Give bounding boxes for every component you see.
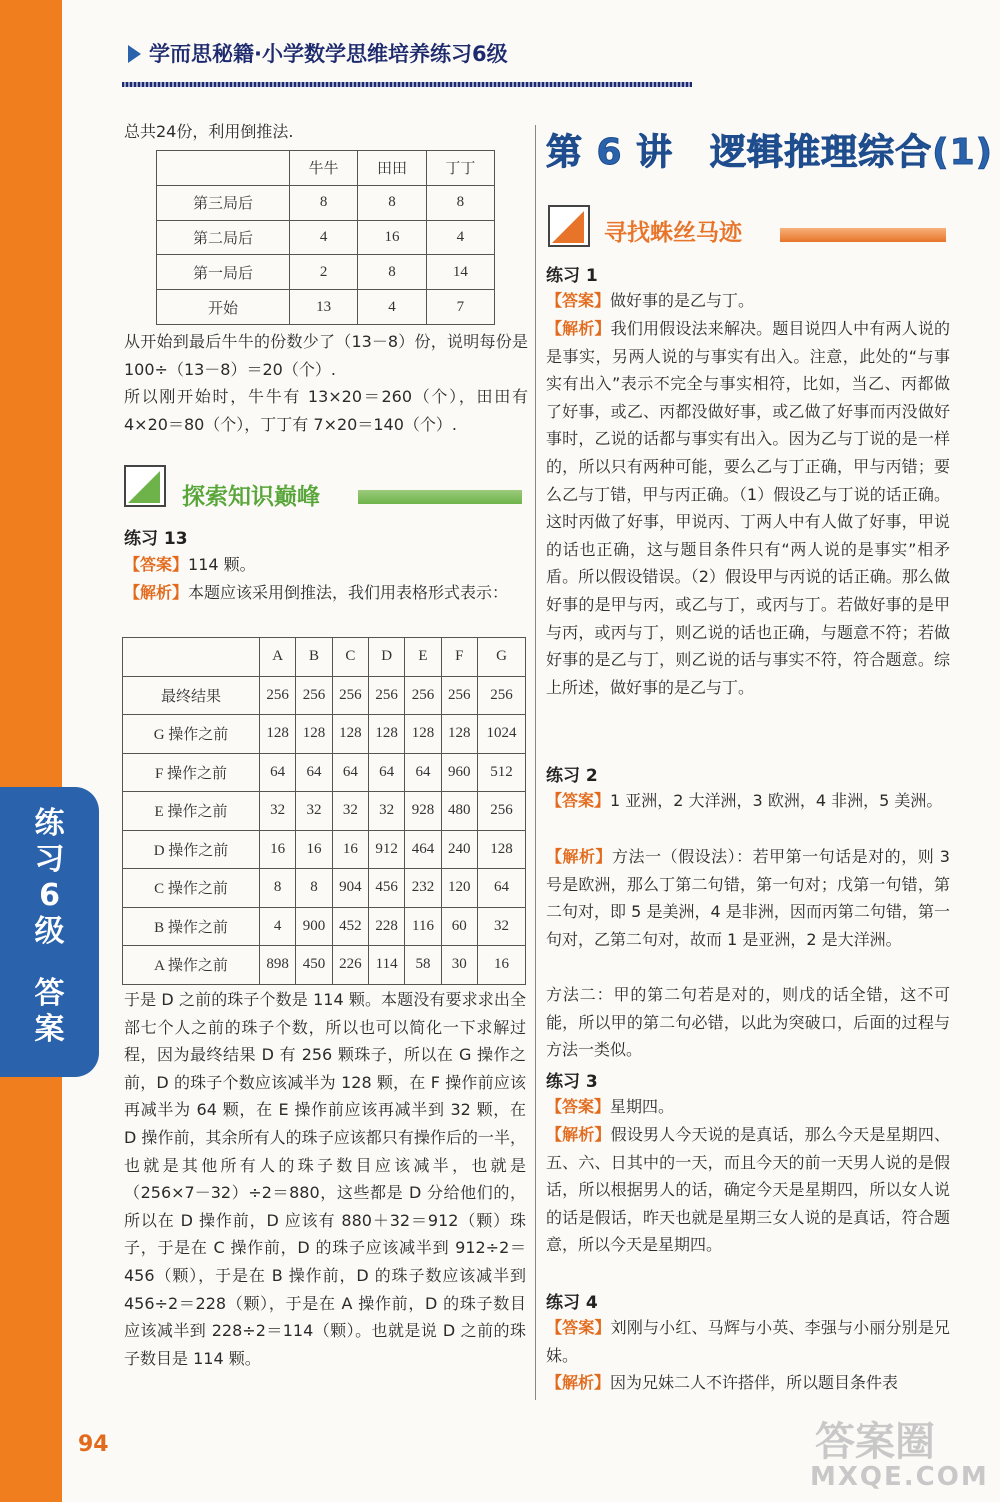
table-cell: 8 (358, 185, 426, 220)
table-cell: 第二局后 (157, 220, 290, 255)
table-cell: 232 (405, 869, 441, 908)
analysis-tag: 【解析】 (124, 583, 189, 602)
answer-text: 114 颗。 (188, 555, 256, 574)
left-intro: 总共24份，利用倒推法. (124, 122, 294, 141)
table-cell: 4 (260, 907, 296, 946)
section-icon (124, 465, 166, 507)
table-cell: 120 (441, 869, 477, 908)
table-cell: 450 (296, 946, 332, 985)
table-cell: 464 (405, 830, 441, 869)
analysis-tag: 【解析】 (546, 1125, 611, 1144)
table-cell: 16 (358, 220, 426, 255)
answer-text: 做好事的是乙与丁。 (610, 291, 755, 310)
table-row (123, 946, 526, 985)
table-cell: F 操作之前 (123, 753, 260, 792)
table-cell: 900 (296, 907, 332, 946)
table-cell: 256 (477, 792, 525, 831)
table-cell: 8 (260, 869, 296, 908)
header-title: 学而思秘籍·小学数学思维培养练习6级 (149, 42, 508, 66)
table-cell: E 操作之前 (123, 792, 260, 831)
table-cell: 13 (290, 290, 358, 325)
table-header-cell: 丁丁 (426, 151, 494, 186)
left-paragraph-1: 从开始到最后牛牛的份数少了（13－8）份，说明每份是 100÷（13－8）＝20（个）. (124, 332, 528, 379)
table-cell: 30 (441, 946, 477, 985)
table-cell: 14 (426, 255, 494, 290)
watermark-url: MXQE.COM (810, 1462, 989, 1492)
table-header-cell: E (405, 638, 441, 677)
table-cell: 114 (368, 946, 404, 985)
table-cell: 240 (441, 830, 477, 869)
table-cell: 32 (368, 792, 404, 831)
table-row (157, 185, 495, 220)
table-cell: 8 (358, 255, 426, 290)
table-cell: 4 (426, 220, 494, 255)
table-cell: 128 (368, 715, 404, 754)
table-cell: 116 (405, 907, 441, 946)
analysis-tag: 【解析】 (546, 319, 611, 338)
exercise-13-answer (124, 551, 528, 579)
table-cell: 128 (405, 715, 441, 754)
left-paragraph-2: 所以刚开始时，牛牛有 13×20＝260（个），田田有 4×20＝80（个），丁丁有 7×20＝140（个）. (124, 387, 528, 434)
section-icon (548, 205, 590, 247)
table-cell: 512 (477, 753, 525, 792)
table-cell: 64 (368, 753, 404, 792)
analysis-tag: 【解析】 (546, 847, 613, 866)
table-cell: 最终结果 (123, 676, 260, 715)
table-cell: 256 (260, 676, 296, 715)
side-tab-char: 习 (34, 842, 65, 877)
exercise-3-analysis (546, 1121, 950, 1259)
table-header-row (123, 638, 526, 677)
table-cell: 928 (405, 792, 441, 831)
table-cell: C 操作之前 (123, 869, 260, 908)
side-tab-char: 级 (34, 914, 65, 949)
side-tab-char: 答 (34, 976, 65, 1011)
table-cell: 256 (441, 676, 477, 715)
section-title-explore: 探索知识巅峰 (182, 484, 320, 510)
exercise-2-answer (546, 787, 950, 815)
section-bar (780, 228, 946, 242)
exercise-3-answer (546, 1093, 950, 1121)
answer-tag: 【答案】 (546, 791, 611, 810)
table-cell: 912 (368, 830, 404, 869)
table-row (157, 290, 495, 325)
left-paragraph-3: 于是 D 之前的珠子个数是 114 颗。本题没有要求求出全部七个人之前的珠子个数，所以也可以简化一下求解过程，因为最终结果 D 有 256 颗珠子，所以在 G 操作之前，D 的珠子个数应该减半为 128 颗，在 F 操作前应该再减半为 64 颗，在 E 操作前应该再减半到 32 颗，在 D 操作前，其余所有人的珠子应该都只有操作后的一半，也就是其他所有人的珠子数目应该减半，也就是（256×7－32）÷2＝880，这些都是 D 分给他们的，所以在 D 操作前，D 应该有 880＋32＝912（颗）珠子，于是在 C 操作前，D 的珠子应该减半到 912÷2＝456（颗），于是在 B 操作前，D 的珠子数应该减半到 456÷2＝228（颗），于是在 A 操作前，D 的珠子数目应该减半到 228÷2＝114（颗）。也就是说 D 之前的珠子数目是 114 颗。 (124, 990, 526, 1368)
table-header-cell (123, 638, 260, 677)
table-cell: 58 (405, 946, 441, 985)
table-cell: 60 (441, 907, 477, 946)
play-arrow-icon (128, 45, 141, 63)
table-cell: 64 (477, 869, 525, 908)
table-row (123, 830, 526, 869)
header-rule (122, 82, 692, 87)
table-cell: G 操作之前 (123, 715, 260, 754)
answer-text: 刘刚与小红、马辉与小英、李强与小丽分别是兄妹。 (546, 1318, 950, 1365)
analysis-text: 假设男人今天说的是真话，那么今天是星期四、五、六、日其中的一天，而且今天的前一天男人说的是假话，所以根据男人的话，确定今天是星期四，所以女人说的话是假话，昨天也就是星期三女人说的是真话，符合题意，所以今天是星期四。 (546, 1125, 950, 1255)
table-cell: A 操作之前 (123, 946, 260, 985)
table-row (123, 753, 526, 792)
table-cell: 2 (290, 255, 358, 290)
table-cell: 128 (296, 715, 332, 754)
exercise-13-analysis (124, 579, 528, 607)
table-row (123, 715, 526, 754)
exercise-1-analysis (546, 315, 950, 701)
table-header-cell: 牛牛 (290, 151, 358, 186)
table-row (123, 676, 526, 715)
page-number: 94 (78, 1432, 109, 1457)
score-table (156, 150, 495, 325)
table-cell: 128 (332, 715, 368, 754)
answer-tag: 【答案】 (546, 1097, 611, 1116)
side-tab-char: 练 (34, 806, 65, 841)
table-cell: 开始 (157, 290, 290, 325)
table-cell: 480 (441, 792, 477, 831)
orange-side-bar (0, 0, 62, 1502)
answer-text: 1 亚洲，2 大洋洲，3 欧洲，4 非洲，5 美洲。 (610, 791, 943, 810)
side-tab-char: 6 (39, 878, 60, 913)
exercise-4-title: 练习 4 (546, 1293, 598, 1313)
table-header-cell: A (260, 638, 296, 677)
table-cell: 32 (332, 792, 368, 831)
table-cell: 256 (332, 676, 368, 715)
table-row (123, 792, 526, 831)
table-header-cell: D (368, 638, 404, 677)
table-cell: 4 (290, 220, 358, 255)
table-cell: 904 (332, 869, 368, 908)
table-cell: 128 (477, 830, 525, 869)
table-cell: 16 (260, 830, 296, 869)
table-cell: 456 (368, 869, 404, 908)
table-cell: 32 (296, 792, 332, 831)
table-cell: 4 (358, 290, 426, 325)
exercise-2-analysis (546, 843, 950, 953)
table-cell: 226 (332, 946, 368, 985)
table-cell: 32 (260, 792, 296, 831)
table-cell: 8 (296, 869, 332, 908)
table-header-cell: B (296, 638, 332, 677)
exercise-4-analysis (546, 1369, 950, 1397)
table-cell: 第一局后 (157, 255, 290, 290)
table-header-row (157, 151, 495, 186)
table-row (157, 255, 495, 290)
table-cell: 64 (405, 753, 441, 792)
table-cell: D 操作之前 (123, 830, 260, 869)
exercise-2-title: 练习 2 (546, 766, 598, 786)
table-cell: 898 (260, 946, 296, 985)
table-cell: 64 (260, 753, 296, 792)
table-cell: 256 (477, 676, 525, 715)
table-cell: 64 (296, 753, 332, 792)
table-row (157, 220, 495, 255)
table-cell: 8 (426, 185, 494, 220)
table-cell: 8 (290, 185, 358, 220)
lecture-title: 第 6 讲 逻辑推理综合(1) (546, 132, 994, 173)
table-cell: 960 (441, 753, 477, 792)
section-title-clues: 寻找蛛丝马迹 (604, 220, 742, 246)
table-cell: B 操作之前 (123, 907, 260, 946)
answer-text: 星期四。 (610, 1097, 675, 1116)
table-cell: 228 (368, 907, 404, 946)
table-header-cell: F (441, 638, 477, 677)
table-cell: 256 (368, 676, 404, 715)
table-cell: 16 (296, 830, 332, 869)
exercise-1-answer (546, 287, 950, 315)
side-tab-char: 案 (34, 1012, 65, 1047)
answer-tag: 【答案】 (124, 555, 189, 574)
table-cell: 第三局后 (157, 185, 290, 220)
bead-table (122, 637, 526, 985)
table-row (123, 869, 526, 908)
answer-tag: 【答案】 (546, 291, 611, 310)
table-cell: 16 (332, 830, 368, 869)
analysis-tag: 【解析】 (546, 1373, 611, 1392)
page-header (128, 38, 508, 68)
table-cell: 7 (426, 290, 494, 325)
table-cell: 128 (260, 715, 296, 754)
table-header-cell (157, 151, 290, 186)
column-divider (535, 125, 536, 1400)
analysis-text: 我们用假设法来解决。题目说四人中有两人说的是事实，另两人说的与事实有出入。注意，此处的“与事实有出入”表示不完全与事实相符，比如，当乙、丙都做了好事，或乙、丙都没做好事，或乙做了好事而丙没做好事时，乙说的话都与事实有出入。因为乙与丁说的是一样的，所以只有两种可能，要么乙与丁正确，甲与丙错；要么乙与丁错，甲与丙正确。（1）假设乙与丁说的话正确。这时丙做了好事，甲说丙、丁两人中有人做了好事，甲说的话也正确，这与题目条件只有“两人说的是事实”相矛盾。所以假设错误。（2）假设甲与丙说的话正确。那么做好事的是甲与丙，或乙与丁，或丙与丁。若做好事的是甲与丙，或丙与丁，则乙说的话也正确，与题意不符；若做好事的是乙与丁，则乙说的话与事实不符，符合题意。综上所述，做好事的是乙与丁。 (546, 319, 950, 697)
table-header-cell: G (477, 638, 525, 677)
answer-tag: 【答案】 (546, 1318, 611, 1337)
exercise-3-title: 练习 3 (546, 1072, 598, 1092)
section-bar (358, 490, 522, 504)
table-cell: 64 (332, 753, 368, 792)
table-cell: 1024 (477, 715, 525, 754)
exercise-4-answer (546, 1314, 950, 1369)
exercise-2-method-2: 方法二：甲的第二句若是对的，则戊的话全错，这不可能，所以甲的第二句必错，以此为突破口，后面的过程与方法一类似。 (546, 985, 950, 1060)
table-cell: 16 (477, 946, 525, 985)
table-cell: 32 (477, 907, 525, 946)
table-row (123, 907, 526, 946)
watermark-logo: 答案圈 (815, 1419, 935, 1465)
table-header-cell: 田田 (358, 151, 426, 186)
exercise-1-title: 练习 1 (546, 266, 598, 286)
table-header-cell: C (332, 638, 368, 677)
side-tab (0, 787, 99, 1077)
table-cell: 128 (441, 715, 477, 754)
analysis-text: 因为兄妹二人不许搭伴，所以题目条件表 (610, 1373, 899, 1392)
table-cell: 256 (405, 676, 441, 715)
analysis-text: 本题应该采用倒推法，我们用表格形式表示： (188, 583, 509, 602)
table-cell: 256 (296, 676, 332, 715)
analysis-text: 方法一（假设法）：若甲第一句话是对的，则 3 号是欧洲，那么丁第二句错，第一句对；戊第一句错，第二句对，即 5 是美洲，4 是非洲，因而丙第二句错，第一句对，乙第二句对，故而 1 是亚洲，2 是大洋洲。 (546, 847, 950, 949)
exercise-13-title: 练习 13 (124, 529, 188, 549)
table-cell: 452 (332, 907, 368, 946)
